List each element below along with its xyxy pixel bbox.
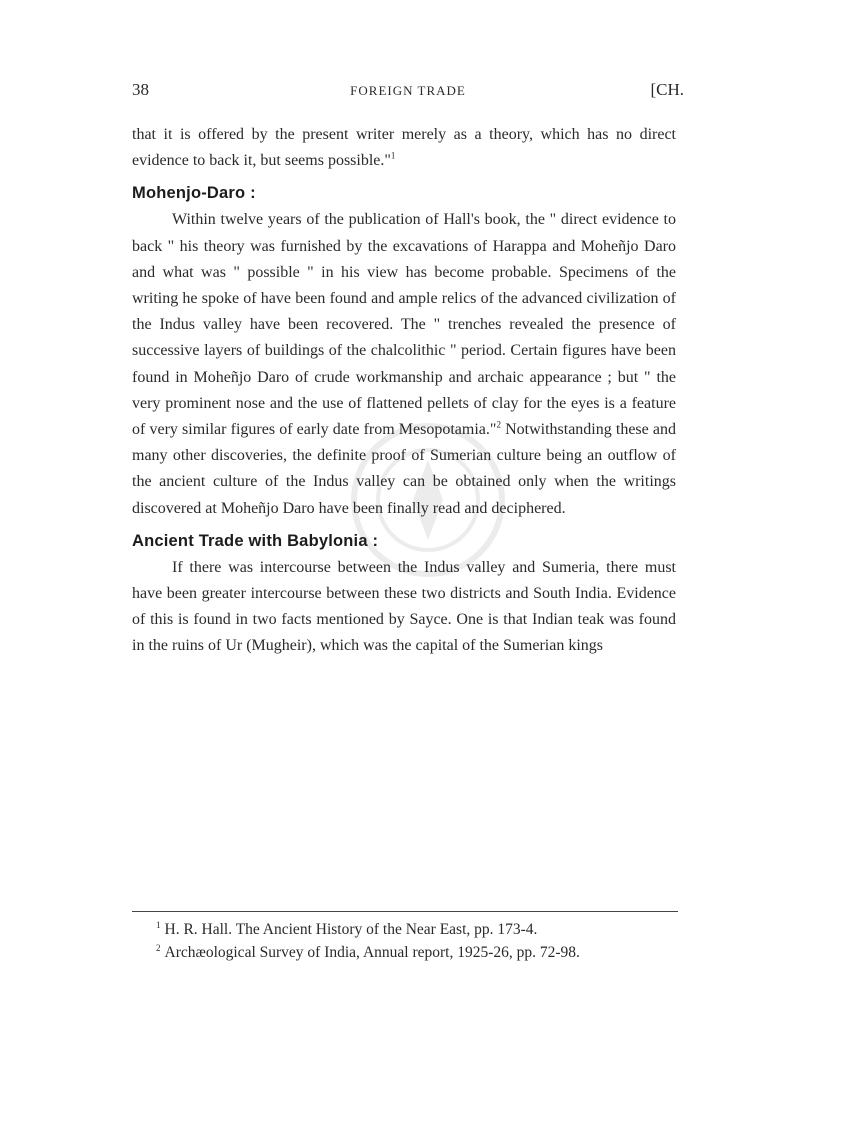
page-number: 38 bbox=[132, 80, 149, 99]
section-heading-mohenjo-daro: Mohenjo-Daro : bbox=[132, 184, 256, 203]
running-title: FOREIGN TRADE bbox=[350, 83, 466, 98]
paragraph-continuation: that it is offered by the present writer merely as a theory, which has no direct evidence to back it, but seems possible."$^1$ bbox=[132, 126, 676, 170]
paragraph: Within twelve years of the publication of Hall's book, the " direct evidence to back " his theory was furnished by the excavations of Harappa and Moheñjo Daro and what was " possible " in his view has become probable. Specimens of the writing he spoke of have been found and ample relics of the advanced civilization of the Indus valley have been recovered. The " trenches revealed the presence of successive layers of buildings of the chalcolithic " period. Certain figures have been found in Moheñjo Daro of crude workmanship and archaic appearance ; but " the very prominent nose and the use of flattened pellets of clay for the eyes is a feature of very similar figures of early date from Mesopotamia."$^2$ Notwithstanding these and many other discoveries, the definite proof of Sumerian culture being an outflow of the ancient culture of the Indus valley can be obtained only when the writings discovered at Moheñjo Daro have been finally read and deciphered. bbox=[132, 211, 676, 517]
section-heading-babylonia: Ancient Trade with Babylonia : bbox=[132, 531, 379, 550]
footnotes bbox=[132, 918, 678, 964]
body-text bbox=[132, 122, 676, 660]
footnote: $^1$ H. R. Hall. The Ancient History of the Near East, pp. 173-4. bbox=[156, 919, 538, 938]
running-head bbox=[132, 80, 684, 104]
footnote-reference: 1 bbox=[390, 150, 396, 161]
footnote-reference: 2 bbox=[496, 419, 501, 430]
paragraph: If there was intercourse between the Indus valley and Sumeria, there must have been greater intercourse between these two districts and South India. Evidence of this is found in two facts mentioned by Sayce. One is that Indian teak was found in the ruins of Ur (Mugheir), which was the capital of the Sumerian kings bbox=[132, 558, 676, 655]
footnote-rule bbox=[132, 911, 678, 912]
chapter-mark: [CH. bbox=[650, 80, 684, 99]
footnote: $^2$ Archæological Survey of India, Annual report, 1925-26, pp. 72-98. bbox=[156, 942, 580, 961]
